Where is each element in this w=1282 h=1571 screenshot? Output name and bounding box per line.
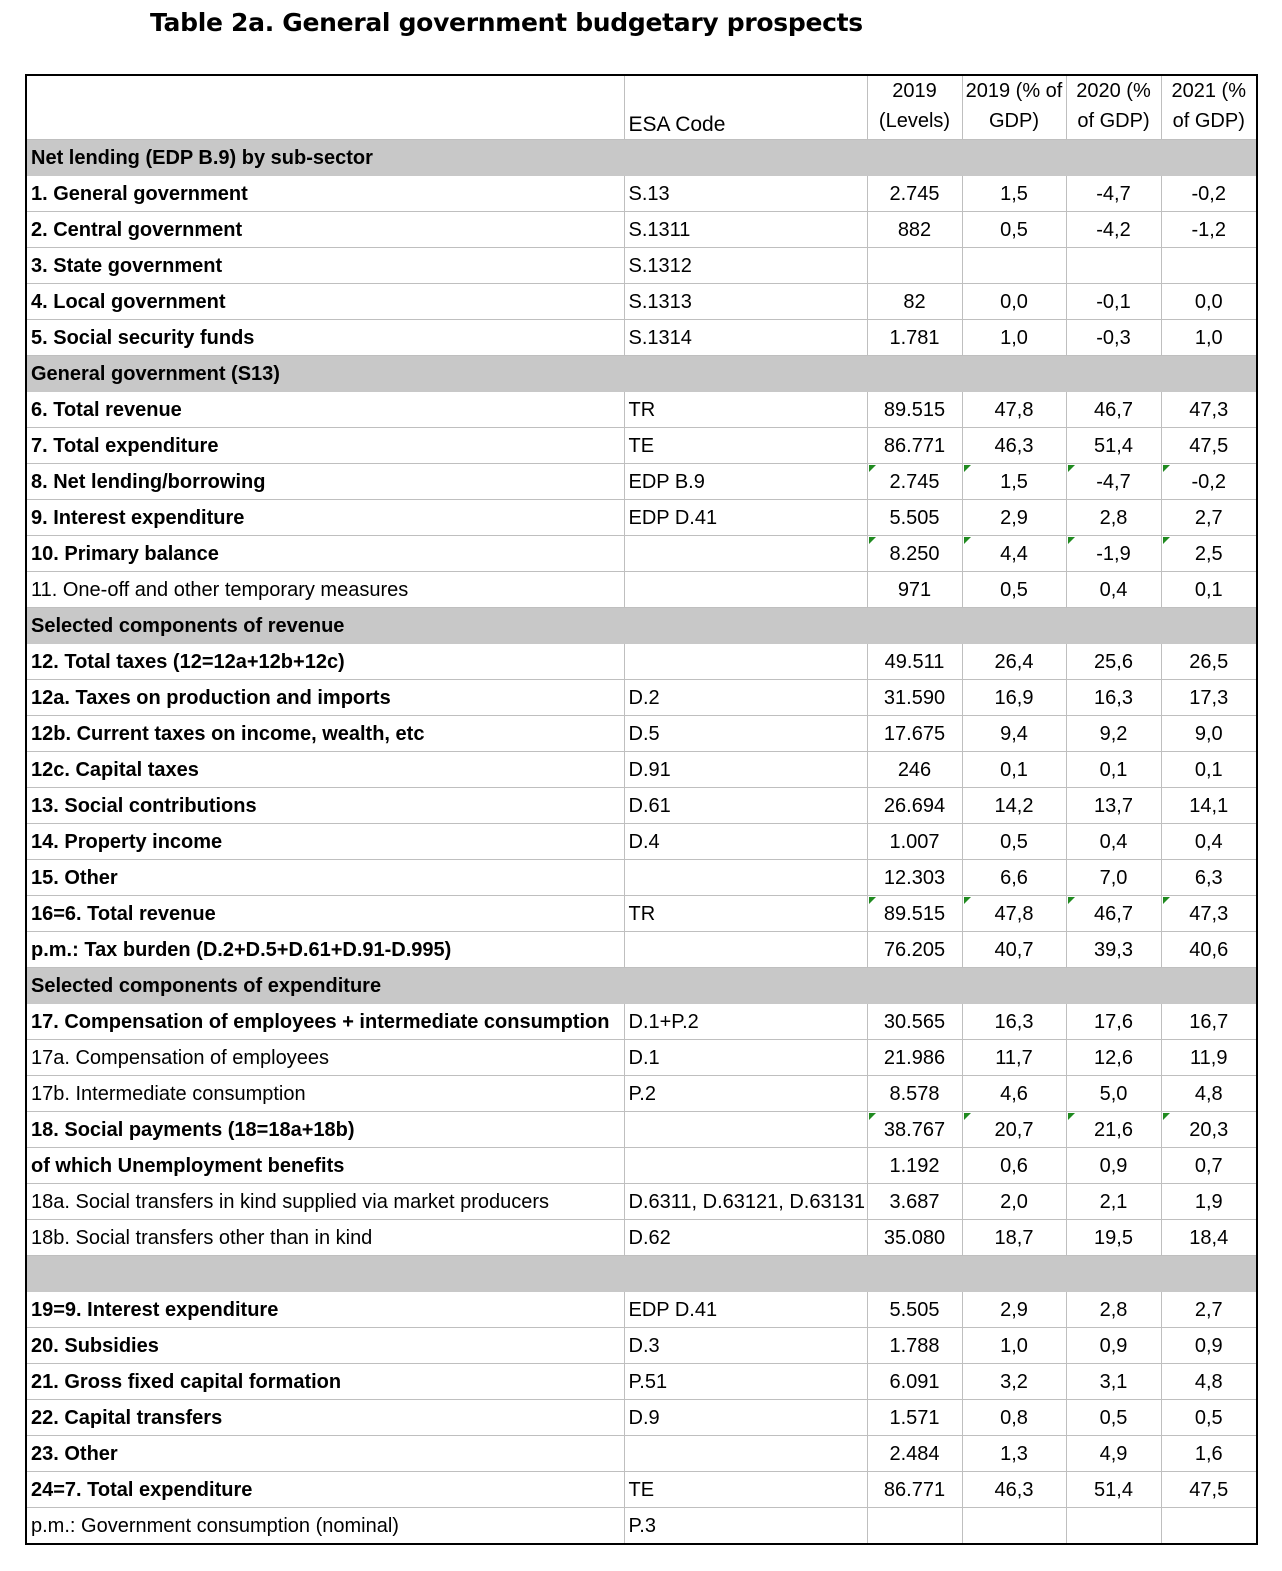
row-esa-code: D.3 bbox=[624, 1328, 867, 1364]
value-2020-pct-gdp: -4,7 bbox=[1066, 464, 1161, 500]
value-2019-levels bbox=[867, 1508, 962, 1545]
row-label: 12b. Current taxes on income, wealth, etc bbox=[26, 716, 624, 752]
value-2019-levels: 246 bbox=[867, 752, 962, 788]
table-row bbox=[26, 1436, 1257, 1472]
value-2021-pct-gdp: 40,6 bbox=[1161, 932, 1257, 968]
row-esa-code: P.3 bbox=[624, 1508, 867, 1545]
table-row bbox=[26, 1076, 1257, 1112]
value-2020-pct-gdp: 0,4 bbox=[1066, 824, 1161, 860]
value-2019-pct-gdp: 3,2 bbox=[962, 1364, 1066, 1400]
row-label: 19=9. Interest expenditure bbox=[26, 1292, 624, 1328]
table-row bbox=[26, 1040, 1257, 1076]
table-row bbox=[26, 1328, 1257, 1364]
value-2020-pct-gdp: 2,8 bbox=[1066, 500, 1161, 536]
row-esa-code: D.91 bbox=[624, 752, 867, 788]
value-2019-levels bbox=[867, 248, 962, 284]
table-row bbox=[26, 284, 1257, 320]
value-2020-pct-gdp: 5,0 bbox=[1066, 1076, 1161, 1112]
row-label: p.m.: Government consumption (nominal) bbox=[26, 1508, 624, 1545]
value-2021-pct-gdp: 4,8 bbox=[1161, 1364, 1257, 1400]
value-2020-pct-gdp: 16,3 bbox=[1066, 680, 1161, 716]
value-2019-levels: 2.484 bbox=[867, 1436, 962, 1472]
value-2019-levels: 8.578 bbox=[867, 1076, 962, 1112]
value-2019-pct-gdp: 26,4 bbox=[962, 644, 1066, 680]
table-row bbox=[26, 212, 1257, 248]
value-2020-pct-gdp: 7,0 bbox=[1066, 860, 1161, 896]
value-2019-pct-gdp: 1,3 bbox=[962, 1436, 1066, 1472]
value-2021-pct-gdp: -0,2 bbox=[1161, 176, 1257, 212]
value-2020-pct-gdp: 19,5 bbox=[1066, 1220, 1161, 1256]
value-2019-pct-gdp: 0,5 bbox=[962, 572, 1066, 608]
section-title bbox=[26, 1256, 1257, 1292]
value-2019-pct-gdp: 0,1 bbox=[962, 752, 1066, 788]
row-esa-code: S.1311 bbox=[624, 212, 867, 248]
table-row bbox=[26, 680, 1257, 716]
row-esa-code: TE bbox=[624, 428, 867, 464]
value-2020-pct-gdp: 46,7 bbox=[1066, 896, 1161, 932]
value-2019-levels: 971 bbox=[867, 572, 962, 608]
value-2020-pct-gdp: 0,4 bbox=[1066, 572, 1161, 608]
section-header-row bbox=[26, 140, 1257, 176]
row-label: 10. Primary balance bbox=[26, 536, 624, 572]
value-2021-pct-gdp: 0,7 bbox=[1161, 1148, 1257, 1184]
row-esa-code bbox=[624, 1112, 867, 1148]
value-2019-levels: 86.771 bbox=[867, 428, 962, 464]
section-header-row bbox=[26, 608, 1257, 644]
table-row bbox=[26, 500, 1257, 536]
header-2020-pct-gdp: 2020 (% of GDP) bbox=[1066, 75, 1161, 140]
value-2021-pct-gdp: 0,4 bbox=[1161, 824, 1257, 860]
value-2019-pct-gdp: 11,7 bbox=[962, 1040, 1066, 1076]
value-2019-levels: 1.781 bbox=[867, 320, 962, 356]
value-2019-levels: 89.515 bbox=[867, 896, 962, 932]
value-2019-pct-gdp: 1,5 bbox=[962, 176, 1066, 212]
value-2020-pct-gdp: 51,4 bbox=[1066, 428, 1161, 464]
table-row bbox=[26, 752, 1257, 788]
table-row bbox=[26, 464, 1257, 500]
table-row bbox=[26, 392, 1257, 428]
section-title: Selected components of expenditure bbox=[26, 968, 1257, 1004]
row-esa-code: D.61 bbox=[624, 788, 867, 824]
value-2019-pct-gdp: 20,7 bbox=[962, 1112, 1066, 1148]
value-2019-pct-gdp: 0,8 bbox=[962, 1400, 1066, 1436]
row-esa-code: TE bbox=[624, 1472, 867, 1508]
value-2019-levels: 1.788 bbox=[867, 1328, 962, 1364]
header-2021-pct-gdp: 2021 (% of GDP) bbox=[1161, 75, 1257, 140]
header-2019-levels: 2019 (Levels) bbox=[867, 75, 962, 140]
value-2019-pct-gdp: 47,8 bbox=[962, 392, 1066, 428]
value-2019-levels: 1.192 bbox=[867, 1148, 962, 1184]
row-esa-code: D.1+P.2 bbox=[624, 1004, 867, 1040]
value-2019-levels: 17.675 bbox=[867, 716, 962, 752]
row-label: 18a. Social transfers in kind supplied via market producers bbox=[26, 1184, 624, 1220]
value-2020-pct-gdp: 13,7 bbox=[1066, 788, 1161, 824]
value-2019-levels: 76.205 bbox=[867, 932, 962, 968]
table-row bbox=[26, 716, 1257, 752]
row-esa-code bbox=[624, 644, 867, 680]
value-2021-pct-gdp: 0,0 bbox=[1161, 284, 1257, 320]
value-2021-pct-gdp: 0,9 bbox=[1161, 1328, 1257, 1364]
section-header-row bbox=[26, 356, 1257, 392]
header-row bbox=[26, 75, 1257, 140]
section-title: General government (S13) bbox=[26, 356, 1257, 392]
table-row bbox=[26, 1508, 1257, 1545]
value-2021-pct-gdp: 1,9 bbox=[1161, 1184, 1257, 1220]
value-2019-pct-gdp: 2,0 bbox=[962, 1184, 1066, 1220]
value-2020-pct-gdp: -4,2 bbox=[1066, 212, 1161, 248]
value-2020-pct-gdp: 9,2 bbox=[1066, 716, 1161, 752]
row-label: 24=7. Total expenditure bbox=[26, 1472, 624, 1508]
table-row bbox=[26, 176, 1257, 212]
table-row bbox=[26, 536, 1257, 572]
table-row bbox=[26, 1400, 1257, 1436]
value-2019-levels: 26.694 bbox=[867, 788, 962, 824]
value-2020-pct-gdp: 0,9 bbox=[1066, 1148, 1161, 1184]
table-row bbox=[26, 1112, 1257, 1148]
table-row bbox=[26, 572, 1257, 608]
value-2019-levels: 35.080 bbox=[867, 1220, 962, 1256]
value-2021-pct-gdp: 6,3 bbox=[1161, 860, 1257, 896]
row-esa-code: P.51 bbox=[624, 1364, 867, 1400]
value-2021-pct-gdp: 0,5 bbox=[1161, 1400, 1257, 1436]
row-esa-code: S.1313 bbox=[624, 284, 867, 320]
value-2019-pct-gdp: 46,3 bbox=[962, 428, 1066, 464]
value-2019-pct-gdp: 14,2 bbox=[962, 788, 1066, 824]
table-row bbox=[26, 932, 1257, 968]
row-label: 18b. Social transfers other than in kind bbox=[26, 1220, 624, 1256]
row-esa-code bbox=[624, 1148, 867, 1184]
value-2020-pct-gdp: 0,9 bbox=[1066, 1328, 1161, 1364]
row-label: 5. Social security funds bbox=[26, 320, 624, 356]
value-2021-pct-gdp: 0,1 bbox=[1161, 572, 1257, 608]
value-2020-pct-gdp: 0,5 bbox=[1066, 1400, 1161, 1436]
row-label: 17. Compensation of employees + intermediate consumption bbox=[26, 1004, 624, 1040]
section-title: Selected components of revenue bbox=[26, 608, 1257, 644]
row-esa-code: P.2 bbox=[624, 1076, 867, 1112]
row-label: 22. Capital transfers bbox=[26, 1400, 624, 1436]
value-2020-pct-gdp: 0,1 bbox=[1066, 752, 1161, 788]
row-esa-code: S.13 bbox=[624, 176, 867, 212]
value-2019-pct-gdp: 0,5 bbox=[962, 824, 1066, 860]
value-2019-levels: 82 bbox=[867, 284, 962, 320]
value-2019-levels: 5.505 bbox=[867, 1292, 962, 1328]
row-label: 14. Property income bbox=[26, 824, 624, 860]
value-2019-pct-gdp: 0,5 bbox=[962, 212, 1066, 248]
value-2020-pct-gdp: 3,1 bbox=[1066, 1364, 1161, 1400]
row-label: 15. Other bbox=[26, 860, 624, 896]
value-2021-pct-gdp: 4,8 bbox=[1161, 1076, 1257, 1112]
table-row bbox=[26, 860, 1257, 896]
table-row bbox=[26, 248, 1257, 284]
row-esa-code: TR bbox=[624, 392, 867, 428]
value-2020-pct-gdp: -4,7 bbox=[1066, 176, 1161, 212]
row-esa-code: D.1 bbox=[624, 1040, 867, 1076]
value-2020-pct-gdp: 4,9 bbox=[1066, 1436, 1161, 1472]
row-label: 12c. Capital taxes bbox=[26, 752, 624, 788]
value-2021-pct-gdp bbox=[1161, 248, 1257, 284]
value-2019-levels: 31.590 bbox=[867, 680, 962, 716]
row-label: 21. Gross fixed capital formation bbox=[26, 1364, 624, 1400]
value-2020-pct-gdp bbox=[1066, 248, 1161, 284]
row-esa-code bbox=[624, 932, 867, 968]
value-2021-pct-gdp: 11,9 bbox=[1161, 1040, 1257, 1076]
row-esa-code: EDP D.41 bbox=[624, 500, 867, 536]
table-row bbox=[26, 788, 1257, 824]
value-2019-pct-gdp: 4,6 bbox=[962, 1076, 1066, 1112]
row-label: 17b. Intermediate consumption bbox=[26, 1076, 624, 1112]
value-2019-levels: 21.986 bbox=[867, 1040, 962, 1076]
row-label: 23. Other bbox=[26, 1436, 624, 1472]
value-2019-levels: 3.687 bbox=[867, 1184, 962, 1220]
value-2021-pct-gdp: 2,5 bbox=[1161, 536, 1257, 572]
value-2019-levels: 86.771 bbox=[867, 1472, 962, 1508]
row-esa-code: D.62 bbox=[624, 1220, 867, 1256]
table-row bbox=[26, 644, 1257, 680]
value-2020-pct-gdp: 12,6 bbox=[1066, 1040, 1161, 1076]
row-label: 12a. Taxes on production and imports bbox=[26, 680, 624, 716]
value-2021-pct-gdp: 47,3 bbox=[1161, 392, 1257, 428]
value-2020-pct-gdp: 39,3 bbox=[1066, 932, 1161, 968]
value-2019-levels: 2.745 bbox=[867, 176, 962, 212]
value-2021-pct-gdp: -0,2 bbox=[1161, 464, 1257, 500]
value-2021-pct-gdp: 2,7 bbox=[1161, 500, 1257, 536]
table-row bbox=[26, 428, 1257, 464]
row-label: 18. Social payments (18=18a+18b) bbox=[26, 1112, 624, 1148]
row-esa-code: D.5 bbox=[624, 716, 867, 752]
value-2020-pct-gdp: 51,4 bbox=[1066, 1472, 1161, 1508]
row-label: p.m.: Tax burden (D.2+D.5+D.61+D.91-D.995) bbox=[26, 932, 624, 968]
value-2021-pct-gdp bbox=[1161, 1508, 1257, 1545]
row-label: 13. Social contributions bbox=[26, 788, 624, 824]
row-esa-code bbox=[624, 860, 867, 896]
row-esa-code bbox=[624, 536, 867, 572]
row-label: 16=6. Total revenue bbox=[26, 896, 624, 932]
table-row bbox=[26, 1184, 1257, 1220]
row-esa-code: EDP D.41 bbox=[624, 1292, 867, 1328]
value-2019-pct-gdp: 1,0 bbox=[962, 320, 1066, 356]
row-label: 11. One-off and other temporary measures bbox=[26, 572, 624, 608]
value-2019-levels: 1.007 bbox=[867, 824, 962, 860]
value-2021-pct-gdp: 26,5 bbox=[1161, 644, 1257, 680]
value-2019-pct-gdp: 46,3 bbox=[962, 1472, 1066, 1508]
table-row bbox=[26, 1004, 1257, 1040]
value-2019-levels: 1.571 bbox=[867, 1400, 962, 1436]
section-header-row bbox=[26, 968, 1257, 1004]
row-label: 12. Total taxes (12=12a+12b+12c) bbox=[26, 644, 624, 680]
value-2019-pct-gdp: 16,9 bbox=[962, 680, 1066, 716]
table-row bbox=[26, 1364, 1257, 1400]
value-2020-pct-gdp: 25,6 bbox=[1066, 644, 1161, 680]
value-2021-pct-gdp: 47,3 bbox=[1161, 896, 1257, 932]
value-2019-pct-gdp: 9,4 bbox=[962, 716, 1066, 752]
row-label: 6. Total revenue bbox=[26, 392, 624, 428]
table-row bbox=[26, 896, 1257, 932]
value-2019-levels: 38.767 bbox=[867, 1112, 962, 1148]
value-2019-pct-gdp: 0,6 bbox=[962, 1148, 1066, 1184]
value-2021-pct-gdp: 47,5 bbox=[1161, 428, 1257, 464]
row-label: 17a. Compensation of employees bbox=[26, 1040, 624, 1076]
value-2019-pct-gdp: 1,5 bbox=[962, 464, 1066, 500]
value-2019-levels: 12.303 bbox=[867, 860, 962, 896]
value-2019-pct-gdp: 2,9 bbox=[962, 500, 1066, 536]
value-2020-pct-gdp: -0,3 bbox=[1066, 320, 1161, 356]
table-row bbox=[26, 1148, 1257, 1184]
row-label: 7. Total expenditure bbox=[26, 428, 624, 464]
budget-table bbox=[25, 74, 1258, 1545]
value-2019-pct-gdp bbox=[962, 248, 1066, 284]
row-label: 2. Central government bbox=[26, 212, 624, 248]
value-2019-levels: 49.511 bbox=[867, 644, 962, 680]
row-esa-code: EDP B.9 bbox=[624, 464, 867, 500]
value-2021-pct-gdp: 9,0 bbox=[1161, 716, 1257, 752]
value-2020-pct-gdp: -0,1 bbox=[1066, 284, 1161, 320]
value-2019-pct-gdp: 16,3 bbox=[962, 1004, 1066, 1040]
value-2019-pct-gdp: 0,0 bbox=[962, 284, 1066, 320]
value-2020-pct-gdp: -1,9 bbox=[1066, 536, 1161, 572]
value-2020-pct-gdp: 2,8 bbox=[1066, 1292, 1161, 1328]
table-row bbox=[26, 1472, 1257, 1508]
table-row bbox=[26, 1292, 1257, 1328]
row-label: of which Unemployment benefits bbox=[26, 1148, 624, 1184]
value-2021-pct-gdp: 1,6 bbox=[1161, 1436, 1257, 1472]
value-2021-pct-gdp: 0,1 bbox=[1161, 752, 1257, 788]
value-2019-pct-gdp: 47,8 bbox=[962, 896, 1066, 932]
value-2021-pct-gdp: -1,2 bbox=[1161, 212, 1257, 248]
value-2021-pct-gdp: 1,0 bbox=[1161, 320, 1257, 356]
row-esa-code: D.9 bbox=[624, 1400, 867, 1436]
value-2019-pct-gdp: 6,6 bbox=[962, 860, 1066, 896]
value-2019-pct-gdp: 40,7 bbox=[962, 932, 1066, 968]
row-esa-code: D.4 bbox=[624, 824, 867, 860]
value-2019-levels: 8.250 bbox=[867, 536, 962, 572]
value-2020-pct-gdp bbox=[1066, 1508, 1161, 1545]
value-2019-pct-gdp: 2,9 bbox=[962, 1292, 1066, 1328]
value-2019-pct-gdp: 4,4 bbox=[962, 536, 1066, 572]
table-row bbox=[26, 320, 1257, 356]
value-2019-pct-gdp: 18,7 bbox=[962, 1220, 1066, 1256]
row-label: 9. Interest expenditure bbox=[26, 500, 624, 536]
value-2019-pct-gdp bbox=[962, 1508, 1066, 1545]
row-esa-code bbox=[624, 572, 867, 608]
row-esa-code: D.6311, D.63121, D.63131 bbox=[624, 1184, 867, 1220]
row-esa-code: S.1312 bbox=[624, 248, 867, 284]
row-label: 8. Net lending/borrowing bbox=[26, 464, 624, 500]
section-title: Net lending (EDP B.9) by sub-sector bbox=[26, 140, 1257, 176]
table-row bbox=[26, 1220, 1257, 1256]
row-esa-code bbox=[624, 1436, 867, 1472]
value-2021-pct-gdp: 2,7 bbox=[1161, 1292, 1257, 1328]
value-2019-pct-gdp: 1,0 bbox=[962, 1328, 1066, 1364]
row-label: 1. General government bbox=[26, 176, 624, 212]
value-2021-pct-gdp: 16,7 bbox=[1161, 1004, 1257, 1040]
header-2019-pct-gdp: 2019 (% of GDP) bbox=[962, 75, 1066, 140]
value-2020-pct-gdp: 17,6 bbox=[1066, 1004, 1161, 1040]
value-2021-pct-gdp: 20,3 bbox=[1161, 1112, 1257, 1148]
row-esa-code: TR bbox=[624, 896, 867, 932]
row-label: 3. State government bbox=[26, 248, 624, 284]
value-2019-levels: 30.565 bbox=[867, 1004, 962, 1040]
table-title: Table 2a. General government budgetary prospects bbox=[150, 8, 863, 37]
value-2021-pct-gdp: 47,5 bbox=[1161, 1472, 1257, 1508]
row-label: 20. Subsidies bbox=[26, 1328, 624, 1364]
section-header-row bbox=[26, 1256, 1257, 1292]
header-label bbox=[26, 75, 624, 140]
value-2019-levels: 89.515 bbox=[867, 392, 962, 428]
row-esa-code: D.2 bbox=[624, 680, 867, 716]
table-row bbox=[26, 824, 1257, 860]
table-body bbox=[26, 75, 1257, 1544]
row-esa-code: S.1314 bbox=[624, 320, 867, 356]
value-2021-pct-gdp: 17,3 bbox=[1161, 680, 1257, 716]
value-2019-levels: 882 bbox=[867, 212, 962, 248]
value-2019-levels: 2.745 bbox=[867, 464, 962, 500]
value-2019-levels: 6.091 bbox=[867, 1364, 962, 1400]
value-2020-pct-gdp: 46,7 bbox=[1066, 392, 1161, 428]
value-2021-pct-gdp: 18,4 bbox=[1161, 1220, 1257, 1256]
value-2019-levels: 5.505 bbox=[867, 500, 962, 536]
value-2020-pct-gdp: 2,1 bbox=[1066, 1184, 1161, 1220]
row-label: 4. Local government bbox=[26, 284, 624, 320]
value-2020-pct-gdp: 21,6 bbox=[1066, 1112, 1161, 1148]
header-esa-code: ESA Code bbox=[624, 75, 867, 140]
value-2021-pct-gdp: 14,1 bbox=[1161, 788, 1257, 824]
